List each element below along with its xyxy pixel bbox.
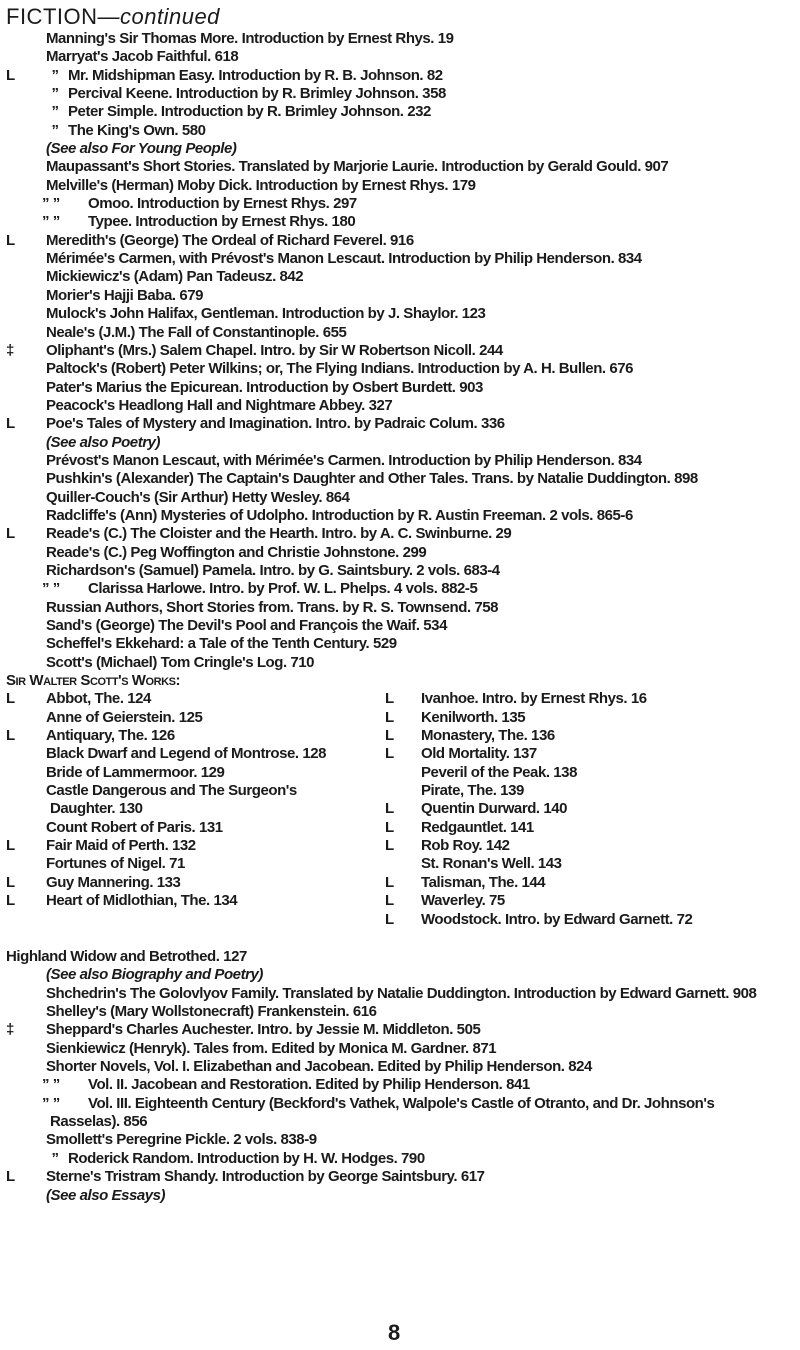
catalogue-entry: [375, 709, 785, 727]
catalogue-entry: [0, 892, 365, 910]
ditto-mark: ” ”: [42, 195, 60, 213]
catalogue-entry: [0, 470, 774, 488]
catalogue-entry: [0, 397, 774, 415]
entry-text: Heart of Midlothian, The. 134: [46, 892, 238, 910]
entry-text: Melville's (Herman) Moby Dick. Introduction by Ernest Rhys. 179: [46, 176, 476, 194]
entry-text: Reade's (C.) Peg Woffington and Christie Johnstone. 299: [46, 543, 427, 561]
catalogue-entry: [375, 800, 785, 818]
entry-text: Rob Roy. 142: [421, 837, 510, 855]
entry-text: Ivanhoe. Intro. by Ernest Rhys. 16: [421, 690, 647, 708]
entry-text: Radcliffe's (Ann) Mysteries of Udolpho. Introduction by R. Austin Freeman. 2 vols. 865-6: [46, 506, 633, 524]
scott-left-column: [0, 690, 365, 910]
catalogue-entry: [0, 985, 774, 1003]
entry-text: Redgauntlet. 141: [421, 818, 534, 836]
catalogue-entry: [0, 525, 774, 543]
entries-after-scott: [0, 966, 800, 1204]
catalogue-entry: [0, 745, 365, 763]
catalogue-entry: [0, 1003, 774, 1021]
catalogue-entry: [0, 250, 774, 268]
entry-text: Omoo. Introduction by Ernest Rhys. 297: [88, 195, 357, 213]
page-number: 8: [388, 1320, 401, 1345]
entry-text: Anne of Geierstein. 125: [46, 708, 203, 726]
entries-before-scott: [0, 30, 800, 672]
catalogue-entry: [375, 764, 785, 782]
catalogue-entry: [0, 177, 774, 195]
entry-text: Old Mortality. 137: [421, 745, 537, 763]
catalogue-entry: [0, 324, 774, 342]
catalogue-entry: [0, 360, 774, 378]
catalogue-entry: [375, 727, 785, 745]
catalogue-entry: [0, 268, 774, 286]
entry-text: Scheffel's Ekkehard: a Tale of the Tenth Century. 529: [46, 635, 397, 653]
entry-text: Prévost's Manon Lescaut, with Mérimée's Carmen. Introduction by Philip Henderson. 834: [46, 451, 642, 469]
catalogue-entry: [0, 855, 365, 873]
entry-text: Poe's Tales of Mystery and Imagination. Intro. by Padraic Colum. 336: [46, 415, 505, 433]
catalogue-entry: [0, 1058, 774, 1076]
catalogue-entry: [0, 1021, 774, 1039]
entry-text: Waverley. 75: [421, 892, 505, 910]
catalogue-entry: [0, 1076, 774, 1094]
ditto-mark: ” ”: [42, 1076, 60, 1094]
entry-text: Guy Mannering. 133: [46, 873, 181, 891]
catalogue-entry: [0, 580, 774, 598]
entry-text: Peter Simple. Introduction by R. Brimley Johnson. 232: [68, 103, 431, 121]
catalogue-entry: [0, 452, 774, 470]
ditto-mark: ”: [51, 85, 59, 103]
section-continued: —continued: [97, 4, 220, 29]
entry-text: Neale's (J.M.) The Fall of Constantinople. 655: [46, 323, 347, 341]
entry-text: Mulock's John Halifax, Gentleman. Introduction by J. Shaylor. 123: [46, 305, 486, 323]
catalogue-entry: [0, 635, 774, 653]
catalogue-entry: [0, 1131, 774, 1149]
catalogue-entry: [0, 122, 774, 140]
entry-text: Black Dwarf and Legend of Montrose. 128: [46, 745, 327, 763]
entry-text: Richardson's (Samuel) Pamela. Intro. by G. Saintsbury. 2 vols. 683-4: [46, 561, 500, 579]
catalogue-entry: [0, 654, 774, 672]
entry-text: Sienkiewicz (Henryk). Tales from. Edited by Monica M. Gardner. 871: [46, 1039, 497, 1057]
entry-text: Castle Dangerous and The Surgeon's Daughter. 130: [46, 782, 297, 818]
catalogue-entry: [375, 855, 785, 873]
catalogue-entry: [0, 1095, 774, 1132]
entry-text: Morier's Hajji Baba. 679: [46, 286, 204, 304]
entry-text: Reade's (C.) The Cloister and the Hearth. Intro. by A. C. Swinburne. 29: [46, 525, 512, 543]
catalogue-entry: [375, 911, 785, 929]
entry-text: Fortunes of Nigel. 71: [46, 855, 185, 873]
catalogue-entry: [0, 966, 774, 984]
entry-text: Pushkin's (Alexander) The Captain's Daughter and Other Tales. Trans. by Natalie Duddington. 898: [46, 470, 698, 488]
catalogue-entry: [0, 67, 774, 85]
catalogue-entry: [0, 158, 774, 176]
entry-text: Talisman, The. 144: [421, 873, 546, 891]
entry-text: Meredith's (George) The Ordeal of Richard Feverel. 916: [46, 231, 414, 249]
ditto-mark: ”: [51, 66, 59, 84]
see-also-note: (See also Essays): [46, 1186, 166, 1204]
ditto-mark: ”: [51, 1149, 59, 1167]
catalogue-entry: [0, 103, 774, 121]
catalogue-entry: [0, 195, 774, 213]
entry-text: Pater's Marius the Epicurean. Introduction by Osbert Burdett. 903: [46, 378, 483, 396]
entry-text: Vol. III. Eighteenth Century (Beckford's Vathek, Walpole's Castle of Otranto, and Dr. Johnson's Rasselas). 856: [50, 1094, 715, 1131]
catalogue-entry: [0, 617, 774, 635]
entry-text: Mérimée's Carmen, with Prévost's Manon Lescaut. Introduction by Philip Henderson. 834: [46, 250, 642, 268]
catalogue-entry: [0, 287, 774, 305]
see-also-note: (See also For Young People): [46, 140, 237, 158]
entry-text: Bride of Lammermoor. 129: [46, 763, 225, 781]
scott-works-heading: Sir Walter Scott's Works:: [6, 672, 181, 690]
catalogue-entry: [375, 837, 785, 855]
catalogue-entry: [0, 232, 774, 250]
catalogue-entry: [0, 85, 774, 103]
entry-text: Count Robert of Paris. 131: [46, 818, 223, 836]
entry-text: Antiquary, The. 126: [46, 727, 175, 745]
entry-text: Quiller-Couch's (Sir Arthur) Hetty Wesley. 864: [46, 488, 350, 506]
entry-text: Oliphant's (Mrs.) Salem Chapel. Intro. by Sir W Robertson Nicoll. 244: [46, 341, 503, 359]
catalogue-entry: [0, 342, 774, 360]
entry-text: Peacock's Headlong Hall and Nightmare Abbey. 327: [46, 396, 393, 414]
entry-text: Russian Authors, Short Stories from. Trans. by R. S. Townsend. 758: [46, 598, 499, 616]
entry-text: Fair Maid of Perth. 132: [46, 837, 196, 855]
entry-text: Vol. II. Jacobean and Restoration. Edited by Philip Henderson. 841: [88, 1076, 530, 1094]
catalogue-entry: [0, 819, 365, 837]
entry-text: Percival Keene. Introduction by R. Brimley Johnson. 358: [68, 85, 446, 103]
entry-text: Smollett's Peregrine Pickle. 2 vols. 838-9: [46, 1131, 317, 1149]
entry-text: Scott's (Michael) Tom Cringle's Log. 710: [46, 653, 315, 671]
scott-works-columns: [0, 690, 800, 966]
catalogue-entry: [0, 599, 774, 617]
ditto-mark: ” ”: [42, 1094, 60, 1112]
catalogue-entry: [0, 544, 774, 562]
catalogue-entry: [0, 305, 774, 323]
entry-text: Mickiewicz's (Adam) Pan Tadeusz. 842: [46, 268, 304, 286]
section-heading: [6, 4, 220, 30]
ditto-mark: ”: [51, 103, 59, 121]
entry-text: Sand's (George) The Devil's Pool and François the Waif. 534: [46, 617, 447, 634]
entry-text: Shorter Novels, Vol. I. Elizabethan and Jacobean. Edited by Philip Henderson. 824: [46, 1058, 592, 1076]
catalogue-entry: [375, 690, 785, 708]
section-title: FICTION: [6, 4, 98, 29]
catalogue-entry: [0, 727, 365, 745]
catalogue-entry: [0, 213, 774, 231]
entry-text: Monastery, The. 136: [421, 727, 555, 745]
catalogue-entry: [0, 434, 774, 452]
entry-text: St. Ronan's Well. 143: [421, 855, 562, 873]
ditto-mark: ” ”: [42, 580, 60, 598]
entry-text: Peveril of the Peak. 138: [421, 763, 577, 781]
entry-text: Marryat's Jacob Faithful. 618: [46, 48, 239, 66]
see-also-note: (See also Poetry): [46, 433, 161, 451]
entry-text: Sheppard's Charles Auchester. Intro. by Jessie M. Middleton. 505: [46, 1021, 481, 1039]
ditto-mark: ” ”: [42, 213, 60, 231]
entry-text: Abbot, The. 124: [46, 690, 151, 708]
entry-text: Mr. Midshipman Easy. Introduction by R. B. Johnson. 82: [68, 66, 443, 84]
catalogue-entry: [0, 782, 365, 819]
catalogue-entry: [0, 48, 774, 66]
scott-right-column: [375, 690, 785, 928]
catalogue-entry: [375, 892, 785, 910]
catalogue-entry: [375, 782, 785, 800]
entry-text: Woodstock. Intro. by Edward Garnett. 72: [421, 910, 693, 928]
catalogue-entry: [0, 140, 774, 158]
entry-text: Manning's Sir Thomas More. Introduction by Ernest Rhys. 19: [46, 30, 454, 47]
catalogue-entry: [0, 30, 774, 48]
entry-text: Shchedrin's The Golovlyov Family. Translated by Natalie Duddington. Introduction by Edward Garnett. 908: [46, 984, 757, 1002]
catalogue-entry: [0, 507, 774, 525]
catalogue-entry: [0, 1187, 774, 1205]
ditto-mark: ”: [51, 121, 59, 139]
entry-text: Roderick Random. Introduction by H. W. Hodges. 790: [68, 1149, 425, 1167]
catalogue-entry: [0, 764, 365, 782]
entry-text: The King's Own. 580: [68, 121, 206, 139]
catalogue-entry: [0, 837, 365, 855]
entry-text: Shelley's (Mary Wollstonecraft) Frankenstein. 616: [46, 1003, 377, 1021]
catalogue-entry: [0, 690, 365, 708]
catalogue-entry: [0, 489, 774, 507]
entry-text: Clarissa Harlowe. Intro. by Prof. W. L. Phelps. 4 vols. 882-5: [88, 580, 478, 598]
entry-text: Typee. Introduction by Ernest Rhys. 180: [88, 213, 356, 231]
catalogue-entry: [0, 709, 365, 727]
scott-last-left-entry: Highland Widow and Betrothed. 127: [6, 948, 247, 966]
catalogue-entry: [0, 874, 365, 892]
catalogue-entry: [375, 819, 785, 837]
entry-text: Quentin Durward. 140: [421, 800, 568, 818]
see-also-note: (See also Biography and Poetry): [46, 966, 263, 984]
entry-text: Paltock's (Robert) Peter Wilkins; or, The Flying Indians. Introduction by A. H. Bullen. 676: [46, 360, 634, 378]
catalogue-entry: [0, 379, 774, 397]
catalogue-entry: [0, 415, 774, 433]
entry-text: Kenilworth. 135: [421, 708, 526, 726]
entry-text: Sterne's Tristram Shandy. Introduction by George Saintsbury. 617: [46, 1168, 485, 1186]
catalogue-entry: [0, 1150, 774, 1168]
catalogue-entry: [0, 562, 774, 580]
catalogue-entry: [375, 874, 785, 892]
entry-text: Maupassant's Short Stories. Translated by Marjorie Laurie. Introduction by Gerald Gould. 907: [46, 158, 669, 176]
entry-text: Pirate, The. 139: [421, 782, 524, 800]
catalogue-entry: [0, 1040, 774, 1058]
entry-list: [0, 30, 800, 1205]
catalogue-entry: [375, 745, 785, 763]
catalogue-entry: [0, 1168, 774, 1186]
